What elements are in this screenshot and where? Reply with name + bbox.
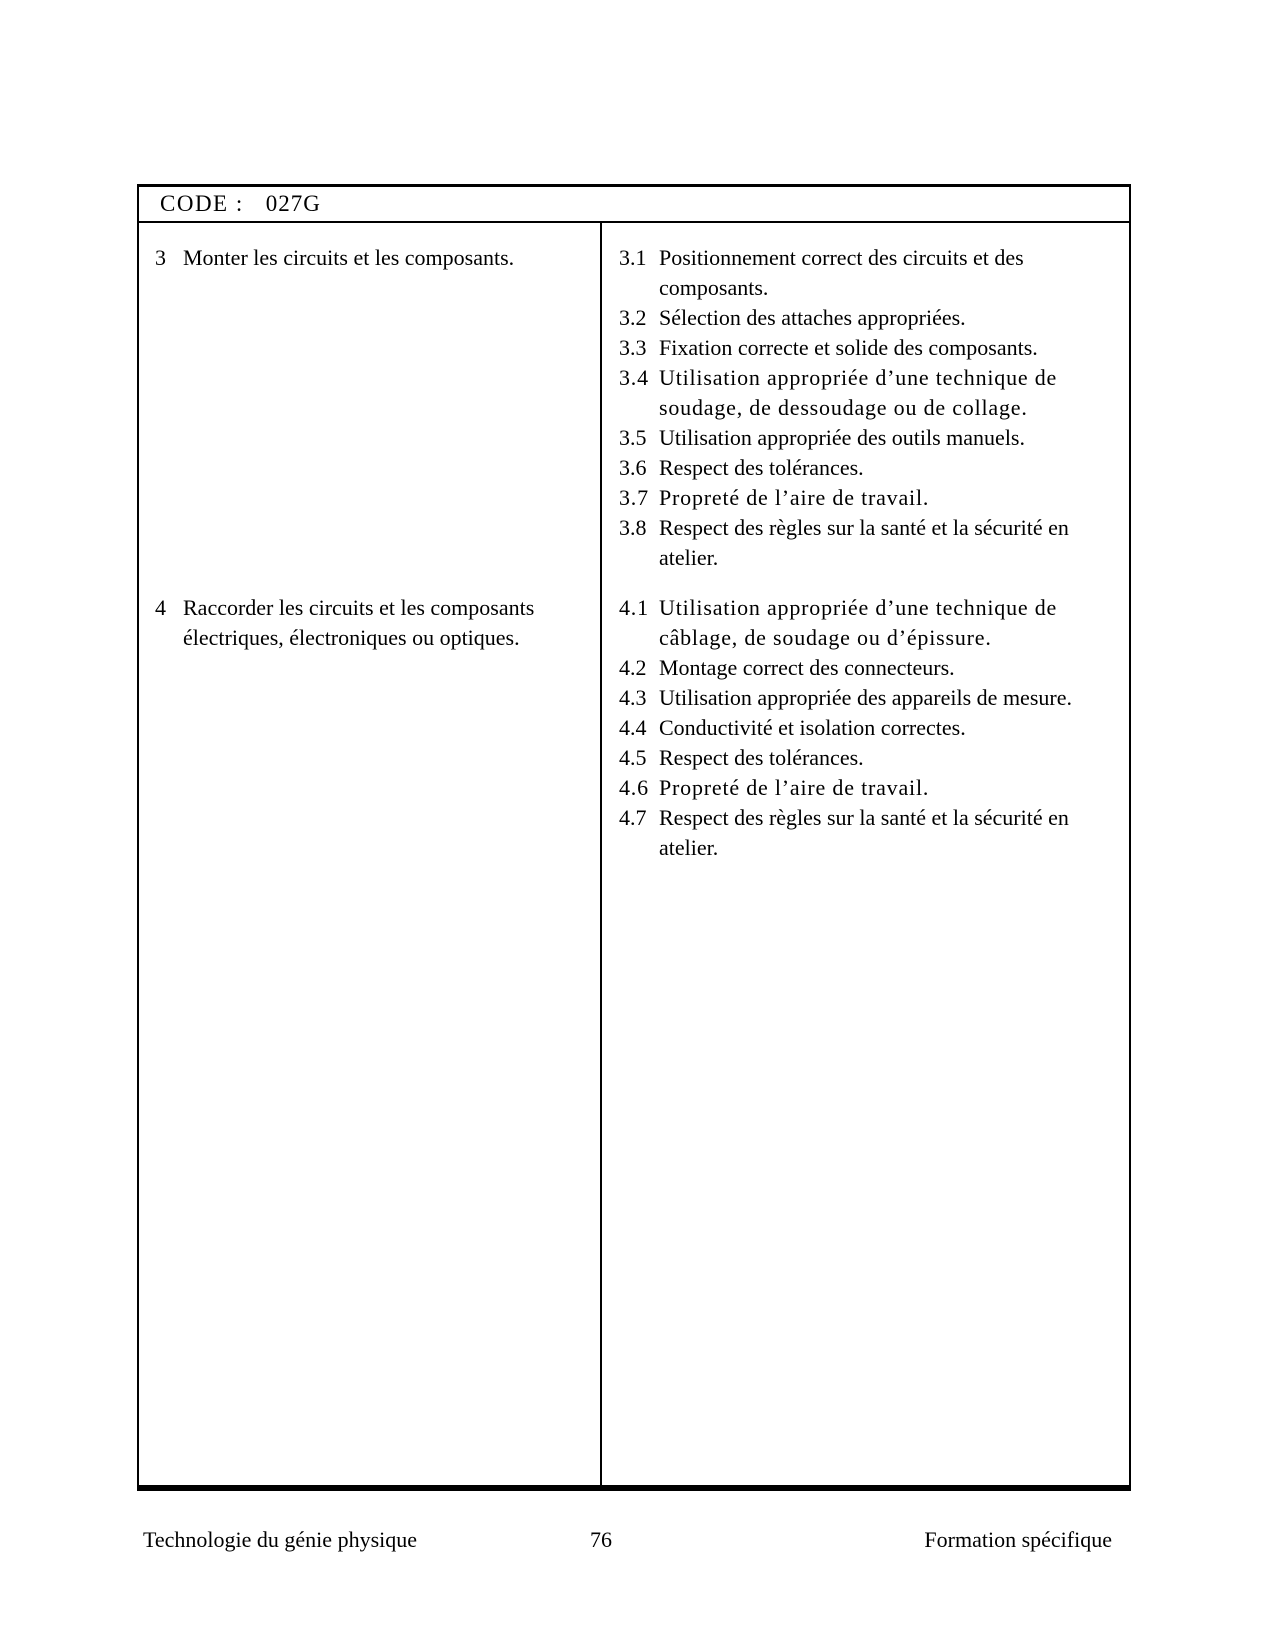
criterion-number: 3.4	[619, 365, 649, 390]
criterion-text: Positionnement correct des circuits et des composants.	[659, 245, 1024, 300]
footer-document-title: Technologie du génie physique	[143, 1527, 418, 1552]
objective-text: Monter les circuits et les composants.	[183, 245, 515, 270]
criterion-number: 4.3	[619, 685, 647, 710]
table-content	[139, 223, 1129, 1485]
criterion-item	[619, 363, 1117, 423]
criterion-item	[619, 593, 1117, 653]
criterion-number: 3.7	[619, 485, 649, 510]
criterion-text: Utilisation appropriée des outils manuels.	[659, 425, 1025, 450]
criterion-number: 3.5	[619, 425, 647, 450]
criterion-number: 4.7	[619, 805, 647, 830]
objective-text: Raccorder les circuits et les composants électriques, électroniques ou optiques.	[183, 595, 535, 650]
criterion-number: 4.5	[619, 745, 647, 770]
table-section	[139, 593, 1129, 863]
criterion-item	[619, 653, 1117, 683]
criterion-number: 3.3	[619, 335, 647, 360]
criterion-number: 4.1	[619, 595, 649, 620]
criterion-item	[619, 303, 1117, 333]
footer-section-title: Formation spécifique	[924, 1527, 1112, 1552]
criteria-cell	[602, 243, 1129, 573]
criterion-item	[619, 453, 1117, 483]
criterion-text: Propreté de l’aire de travail.	[659, 775, 930, 800]
criteria-cell	[602, 593, 1129, 863]
criterion-text: Utilisation appropriée d’une technique de soudage, de dessoudage ou de collage.	[659, 365, 1058, 420]
criterion-text: Fixation correcte et solide des composants.	[659, 335, 1038, 360]
criterion-text: Utilisation appropriée d’une technique de câblage, de soudage ou d’épissure.	[659, 595, 1058, 650]
criterion-number: 4.2	[619, 655, 647, 680]
code-value: 027G	[265, 191, 321, 216]
criterion-item	[619, 513, 1117, 573]
code-label: CODE :	[160, 191, 244, 216]
criterion-text: Propreté de l’aire de travail.	[659, 485, 930, 510]
criterion-text: Montage correct des connecteurs.	[659, 655, 955, 680]
criterion-number: 3.2	[619, 305, 647, 330]
objective-cell	[139, 593, 600, 653]
criterion-text: Sélection des attaches appropriées.	[659, 305, 966, 330]
criterion-item	[619, 803, 1117, 863]
criterion-item	[619, 483, 1117, 513]
objective-cell	[139, 243, 600, 273]
table-section	[139, 243, 1129, 573]
column-divider	[600, 223, 602, 1485]
criterion-number: 3.1	[619, 245, 647, 270]
criterion-item	[619, 773, 1117, 803]
criterion-item	[619, 683, 1117, 713]
criterion-item	[619, 743, 1117, 773]
criterion-number: 3.8	[619, 515, 647, 540]
code-header-row	[139, 187, 1129, 223]
criterion-item	[619, 713, 1117, 743]
criterion-number: 3.6	[619, 455, 647, 480]
criterion-text: Respect des règles sur la santé et la sécurité en atelier.	[659, 805, 1069, 860]
criterion-number: 4.6	[619, 775, 649, 800]
criterion-text: Utilisation appropriée des appareils de mesure.	[659, 685, 1072, 710]
criterion-text: Respect des tolérances.	[659, 455, 864, 480]
criterion-item	[619, 243, 1117, 303]
criterion-text: Respect des tolérances.	[659, 745, 864, 770]
footer-page-number: 76	[590, 1527, 612, 1552]
competency-table	[137, 184, 1131, 1491]
criterion-text: Respect des règles sur la santé et la sécurité en atelier.	[659, 515, 1069, 570]
criterion-text: Conductivité et isolation correctes.	[659, 715, 966, 740]
objective-number: 4	[155, 595, 166, 620]
criterion-item	[619, 423, 1117, 453]
objective-number: 3	[155, 245, 166, 270]
criterion-item	[619, 333, 1117, 363]
criterion-number: 4.4	[619, 715, 647, 740]
